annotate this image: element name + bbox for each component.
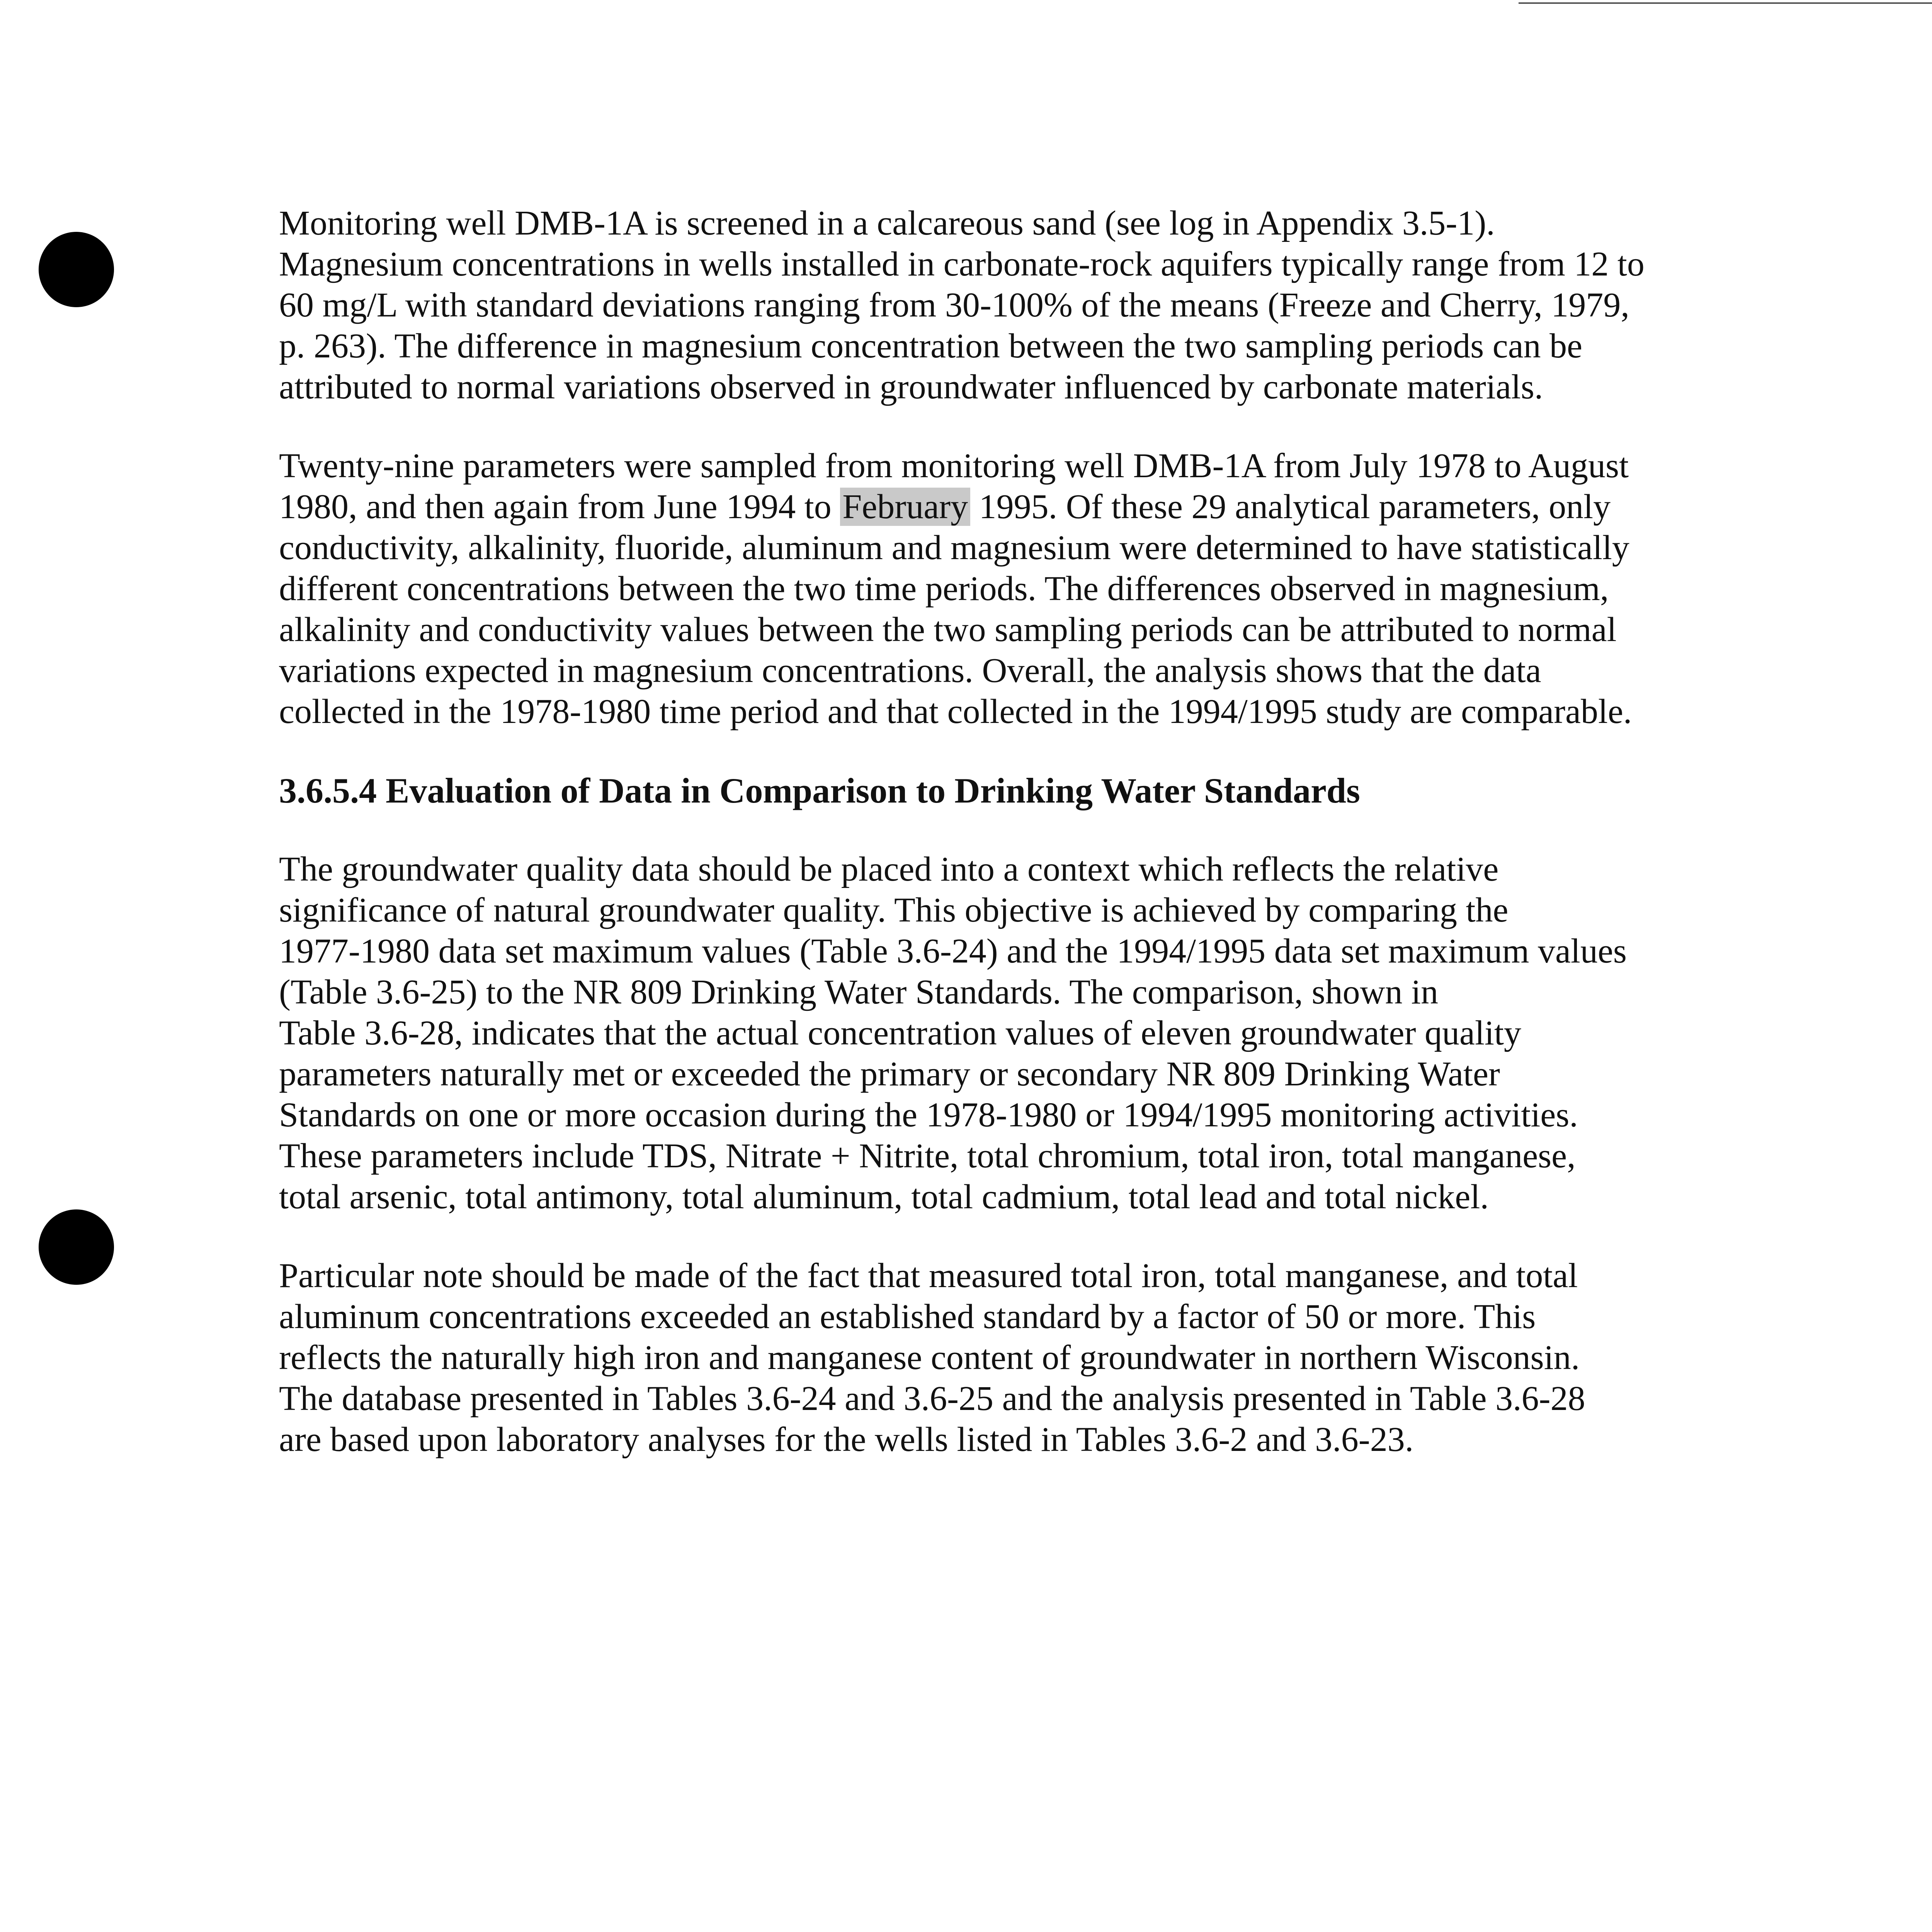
text-line: Table 3.6-28, indicates that the actual concentration values of eleven groundwater quality — [279, 1014, 1521, 1052]
paragraph-groundwater-context — [279, 849, 1825, 1218]
text-line: Monitoring well DMB-1A is screened in a calcareous sand (see log in Appendix 3.5-1). — [279, 204, 1495, 242]
paragraph-gap — [279, 811, 1825, 849]
text-fragment: 1980, and then again from June 1994 to — [279, 488, 840, 526]
paragraph-magnesium-variation — [279, 203, 1825, 408]
text-line: 1977-1980 data set maximum values (Table 3.6-24) and the 1994/1995 data set maximum values — [279, 932, 1627, 970]
paragraph-gap — [279, 732, 1825, 770]
paragraph-gap — [279, 1218, 1825, 1255]
text-line: total arsenic, total antimony, total aluminum, total cadmium, total lead and total nickel. — [279, 1178, 1489, 1216]
text-line: (Table 3.6-25) to the NR 809 Drinking Water Standards. The comparison, shown in — [279, 973, 1439, 1011]
text-line: p. 263). The difference in magnesium concentration between the two sampling periods can be — [279, 327, 1583, 365]
paragraph-iron-manganese-note — [279, 1255, 1825, 1460]
text-line: conductivity, alkalinity, fluoride, aluminum and magnesium were determined to have statistically — [279, 529, 1629, 567]
paragraph-gap — [279, 408, 1825, 446]
text-line: reflects the naturally high iron and manganese content of groundwater in northern Wisconsin. — [279, 1338, 1580, 1377]
page-body — [279, 203, 1825, 1460]
text-line: Particular note should be made of the fact that measured total iron, total manganese, and total — [279, 1257, 1578, 1295]
text-line: Twenty-nine parameters were sampled from monitoring well DMB-1A from July 1978 to August — [279, 447, 1629, 485]
text-line: aluminum concentrations exceeded an established standard by a factor of 50 or more. This — [279, 1298, 1536, 1336]
text-line: attributed to normal variations observed in groundwater influenced by carbonate materials. — [279, 368, 1543, 406]
text-line: different concentrations between the two time periods. The differences observed in magnesium, — [279, 570, 1609, 608]
text-line: significance of natural groundwater quality. This objective is achieved by comparing the — [279, 891, 1509, 929]
text-line: are based upon laboratory analyses for the wells listed in Tables 3.6-2 and 3.6-23. — [279, 1420, 1414, 1459]
binder-hole-top — [39, 232, 114, 307]
text-line — [279, 486, 1825, 527]
binder-hole-middle — [39, 1209, 114, 1285]
text-line: The groundwater quality data should be placed into a context which reflects the relative — [279, 850, 1499, 888]
text-line: collected in the 1978-1980 time period and that collected in the 1994/1995 study are comparable. — [279, 692, 1632, 731]
text-fragment: 1995. Of these 29 analytical parameters, only — [970, 488, 1611, 526]
highlighted-word: February — [840, 488, 970, 526]
section-heading: 3.6.5.4 Evaluation of Data in Comparison to Drinking Water Standards — [279, 771, 1360, 810]
text-line: variations expected in magnesium concentrations. Overall, the analysis shows that the data — [279, 651, 1541, 690]
text-line: alkalinity and conductivity values between the two sampling periods can be attributed to normal — [279, 611, 1617, 649]
paragraph-dmb1a-parameters — [279, 446, 1825, 732]
text-line: The database presented in Tables 3.6-24 and 3.6-25 and the analysis presented in Table 3.6-28 — [279, 1379, 1585, 1418]
text-line: Standards on one or more occasion during the 1978-1980 or 1994/1995 monitoring activities. — [279, 1096, 1578, 1134]
text-line: 60 mg/L with standard deviations ranging from 30-100% of the means (Freeze and Cherry, 1979, — [279, 286, 1629, 324]
top-edge-rule — [1519, 2, 1932, 4]
text-line: Magnesium concentrations in wells installed in carbonate-rock aquifers typically range from 12 to — [279, 245, 1645, 283]
text-line: parameters naturally met or exceeded the primary or secondary NR 809 Drinking Water — [279, 1055, 1500, 1093]
text-line: These parameters include TDS, Nitrate + Nitrite, total chromium, total iron, total manganese, — [279, 1137, 1576, 1175]
